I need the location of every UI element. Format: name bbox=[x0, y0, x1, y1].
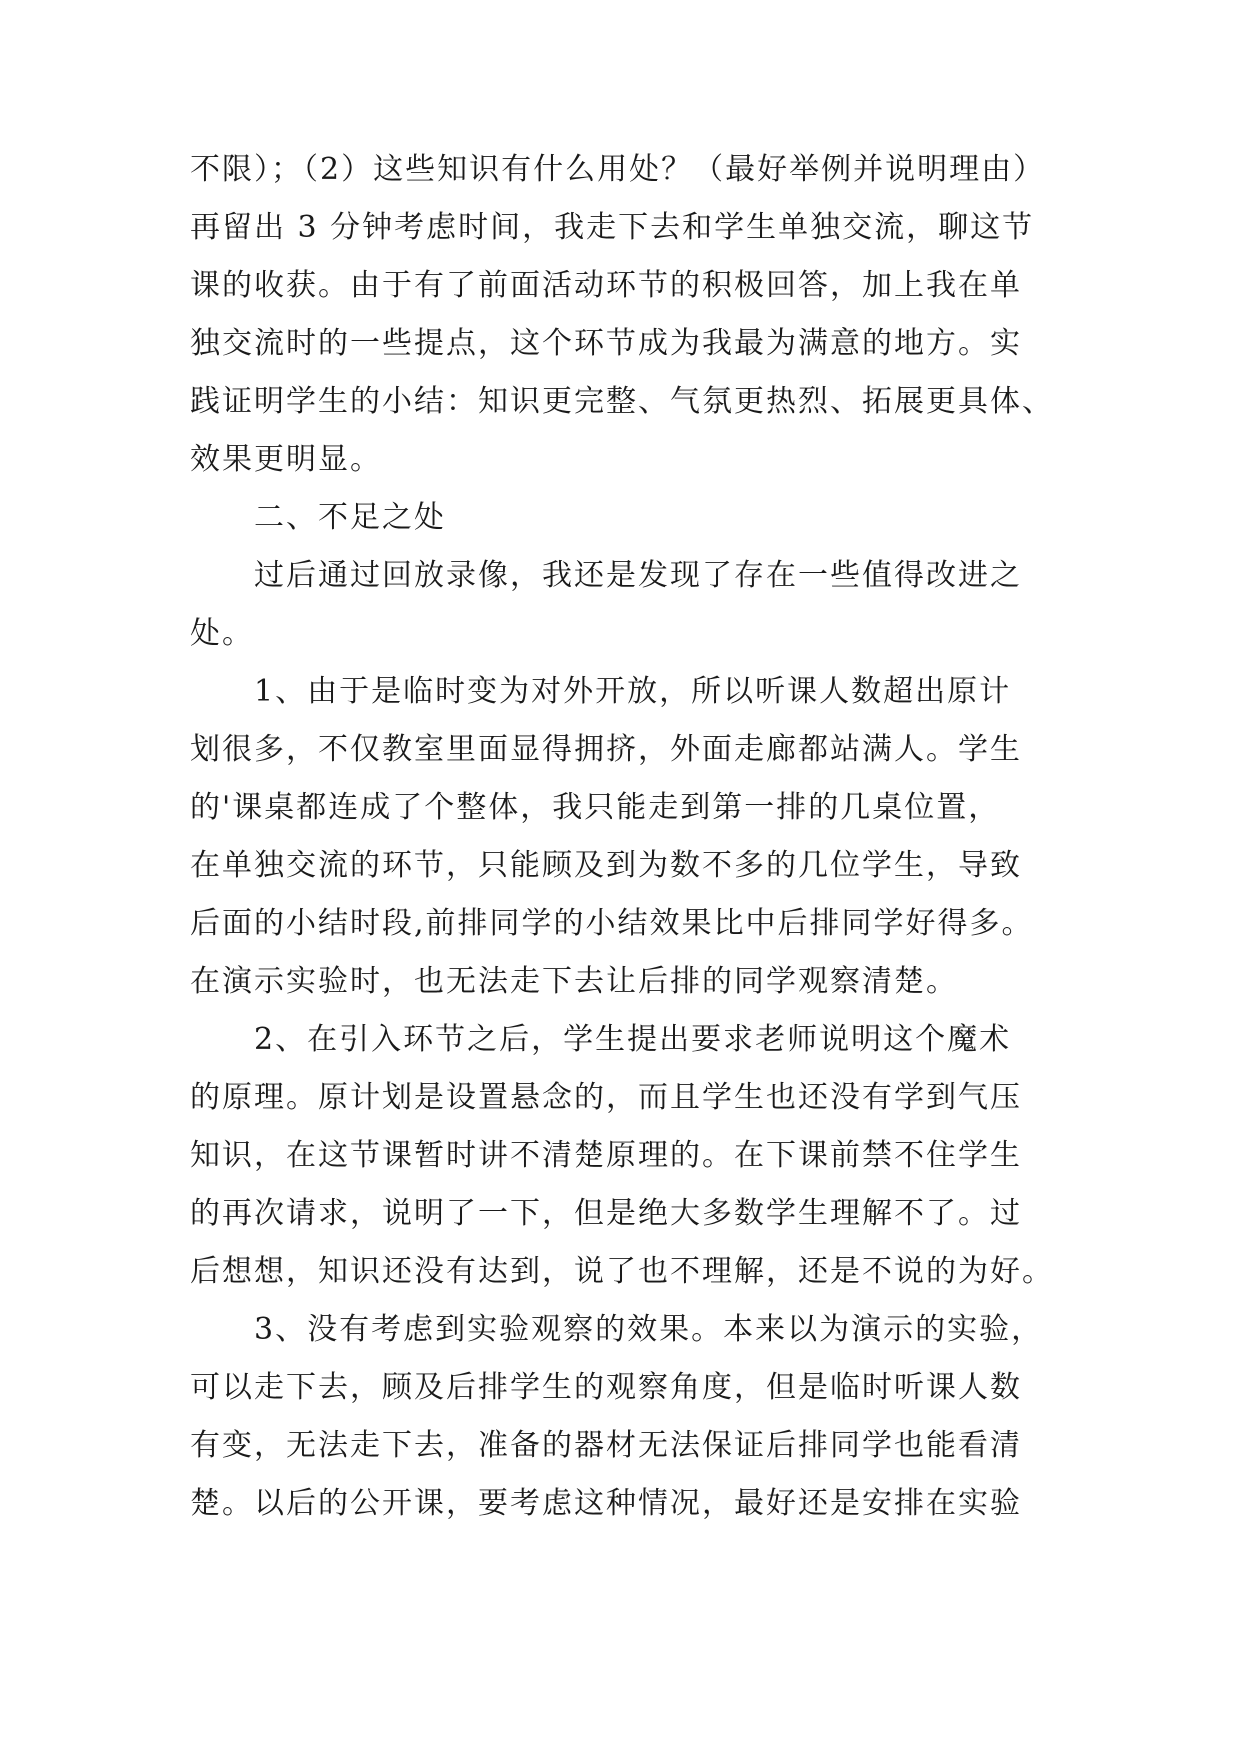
text-line: 有变，无法走下去，准备的器材无法保证后排同学也能看清 bbox=[190, 1428, 1022, 1463]
text-line: 的再次请求，说明了一下，但是绝大多数学生理解不了。过 bbox=[190, 1196, 1022, 1231]
text-line: 在单独交流的环节，只能顾及到为数不多的几位学生，导致 bbox=[190, 848, 1022, 883]
text-line: 楚。以后的公开课，要考虑这种情况，最好还是安排在实验 bbox=[190, 1486, 1022, 1521]
section-heading: 二、不足之处 bbox=[254, 500, 446, 535]
text-line: 1、由于是临时变为对外开放，所以听课人数超出原计 bbox=[254, 674, 1012, 709]
text-line: 3、没有考虑到实验观察的效果。本来以为演示的实验， bbox=[254, 1312, 1044, 1347]
text-line: 不限）；（2）这些知识有什么用处？（最好举例并说明理由） bbox=[190, 152, 1046, 187]
text-line: 可以走下去，顾及后排学生的观察角度，但是临时听课人数 bbox=[190, 1370, 1022, 1405]
text-line: 课的收获。由于有了前面活动环节的积极回答，加上我在单 bbox=[190, 268, 1022, 303]
text-line: 再留出 3 分钟考虑时间，我走下去和学生单独交流，聊这节 bbox=[190, 210, 1035, 245]
text-line: 的原理。原计划是设置悬念的，而且学生也还没有学到气压 bbox=[190, 1080, 1022, 1115]
text-line: 效果更明显。 bbox=[190, 442, 382, 477]
text-line: 的'课桌都连成了个整体，我只能走到第一排的几桌位置， bbox=[190, 790, 1001, 825]
text-line: 处。 bbox=[190, 616, 254, 651]
text-line: 过后通过回放录像，我还是发现了存在一些值得改进之 bbox=[254, 558, 1022, 593]
text-line: 后想想，知识还没有达到，说了也不理解，还是不说的为好。 bbox=[190, 1254, 1054, 1289]
text-line: 划很多，不仅教室里面显得拥挤，外面走廊都站满人。学生 bbox=[190, 732, 1022, 767]
text-line: 后面的小结时段,前排同学的小结效果比中后排同学好得多。 bbox=[190, 906, 1034, 941]
text-line: 在演示实验时，也无法走下去让后排的同学观察清楚。 bbox=[190, 964, 958, 999]
text-line: 践证明学生的小结：知识更完整、气氛更热烈、拓展更具体、 bbox=[190, 384, 1054, 419]
text-line: 知识，在这节课暂时讲不清楚原理的。在下课前禁不住学生 bbox=[190, 1138, 1022, 1173]
text-line: 独交流时的一些提点，这个环节成为我最为满意的地方。实 bbox=[190, 326, 1022, 361]
text-line: 2、在引入环节之后，学生提出要求老师说明这个魔术 bbox=[254, 1022, 1012, 1057]
